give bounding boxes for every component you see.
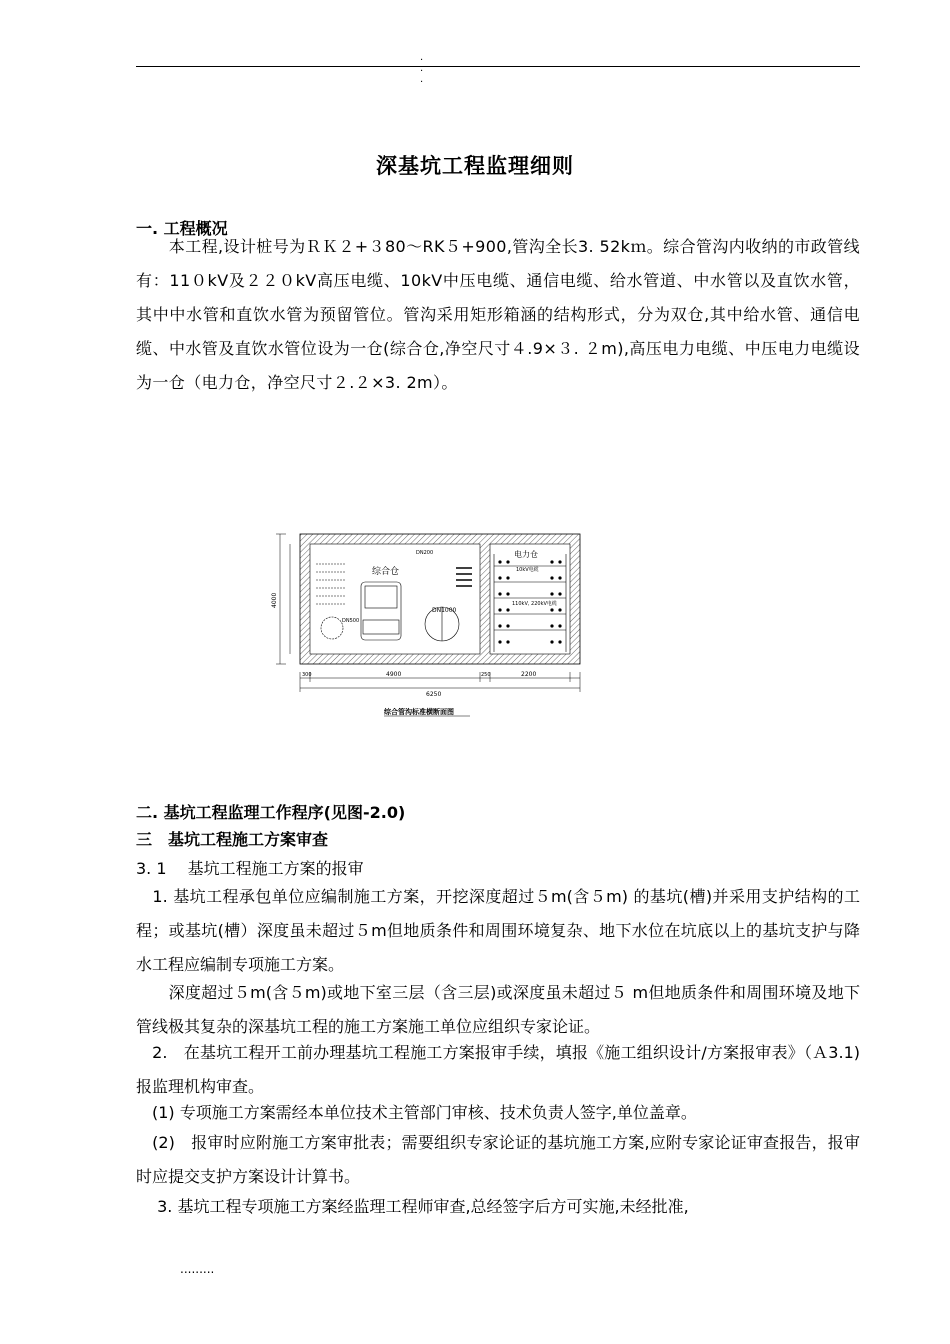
section3-1-heading: 3. 1 基坑工程施工方案的报审 [136,859,364,878]
right-compartment-label: 电力仓 [514,550,538,559]
dim-height: 4000 [271,592,278,608]
section3-paragraph-6: 3. 基坑工程专项施工方案经监理工程师审查,总经签字后方可实施,未经批准, [136,1197,689,1216]
label-110kv: 110kV, 220kV电缆 [512,601,557,607]
dn200-label: DN200 [416,550,434,556]
header-dots: . . . [420,52,486,85]
section1-heading: 一. 工程概况 [136,219,228,238]
dim-left: 4900 [386,671,402,678]
section3-paragraph-2: 深度超过５m(含５m)或地下室三层（含三层)或深度虽未超过５ m但地质条件和周围环境及地下管线极其复杂的深基坑工程的施工方案施工单位应组织专家论证。 [136,983,860,1036]
dn1000-label: DN1000 [432,607,457,614]
document-title: 深基坑工程监理细则 [376,153,574,178]
footer-dots: ......... [180,1262,215,1276]
section3-paragraph-3: 2. 在基坑工程开工前办理基坑工程施工方案报审手续，填报《施工组织设计/方案报审表》（Ａ3.1)报监理机构审查。 [136,1043,860,1096]
figure-caption: 综合管沟标准横断面图 [384,708,454,716]
section3-heading: 三 基坑工程施工方案审查 [136,830,329,849]
label-10kv: 10kV电缆 [516,567,539,573]
dim-wall: 300 [302,672,312,678]
section1-paragraph: 本工程,设计桩号为ＲＫ２+３80～RK５+900,管沟全长3. 52kｍ。综合管沟内收纳的市政管线有：11０kV及２２０kV高压电缆、10kV中压电缆、通信电缆、给水管道、中水管以及直饮水管，其中中水管和直饮水管为预留管位。管沟采用矩形箱涵的结构形式，分为双仓,其中给水管、通信电缆、中水管及直饮水管位设为一仓(综合仓,净空尺寸４.9×３. ２m),高压电力电缆、中压电力电缆设为一仓（电力仓，净空尺寸２.２×3. 2m）。 [136,237,860,392]
cross-section-figure [266,524,586,720]
dim-total: 6250 [426,691,442,698]
dim-right: 2200 [521,671,537,678]
section2-heading: 二. 基坑工程监理工作程序(见图-2.0) [136,803,406,822]
section3-paragraph-4: (1) 专项施工方案需经本单位技术主管部门审核、技术负责人签字,单位盖章。 [136,1103,697,1122]
section3-paragraph-1: 1. 基坑工程承包单位应编制施工方案，开挖深度超过５m(含５m) 的基坑(槽)并采用支护结构的工程；或基坑(槽）深度虽未超过５m但地质条件和周围环境复杂、地下水位在坑底以上的基坑支护与降水工程应编制专项施工方案。 [136,887,860,974]
dim-wall-mid: 250 [481,672,491,678]
section3-paragraph-5: (2) 报审时应附施工方案审批表；需要组织专家论证的基坑施工方案,应附专家论证审查报告，报审时应提交支护方案设计计算书。 [136,1133,860,1186]
dn500-label: DN500 [342,618,360,624]
header-rule [136,66,860,67]
left-compartment-label: 综合仓 [372,567,400,577]
